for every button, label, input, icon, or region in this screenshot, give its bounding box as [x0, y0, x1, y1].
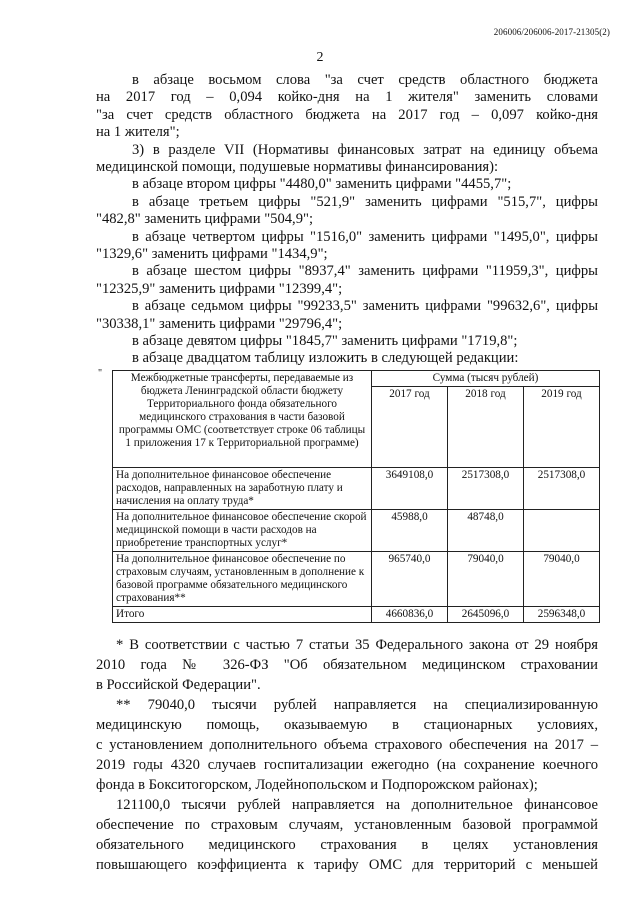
footnote-line: 121100,0 тысячи рублей направляется на дополнительное финансовое — [116, 797, 598, 813]
page-number: 2 — [316, 50, 324, 65]
footnote-line: с установлением дополнительного объема страхового обеспечения на 2017 – — [96, 737, 598, 753]
footnote-line: обязательного медицинского страхования в целях установления — [96, 837, 598, 853]
footnote-line: обеспечение по страховым случаям, установленным базовой программой — [96, 817, 598, 833]
table-header-main: Межбюджетные трансферты, передаваемые из бюджета Ленинградской области бюджету Территориального фонда обязательного медицинского страхования в части базовой программы ОМС (соответствует строке 06 таблицы 1 приложения 17 к Территориальной программе) — [113, 371, 372, 468]
body-line: в абзаце третьем цифры "521,9" заменить цифрами "515,7", цифры — [132, 193, 598, 210]
row-value: 2645096,0 — [448, 607, 524, 623]
table-header-sum: Сумма (тысяч рублей) — [372, 371, 600, 387]
body-line: медицинской помощи, подушевые нормативы финансирования): — [96, 159, 499, 175]
table-header-year: 2017 год — [372, 387, 448, 468]
row-value: 3649108,0 — [372, 468, 448, 510]
body-line: "30338,1" заменить цифрами "29796,4"; — [96, 315, 343, 332]
row-value: 79040,0 — [448, 552, 524, 607]
body-line: "482,8" заменить цифрами "504,9"; — [96, 211, 314, 228]
row-label: На дополнительное финансовое обеспечение скорой медицинской помощи в части расходов на приобретение транспортных услуг* — [113, 510, 372, 552]
footnote-line: в Российской Федерации". — [96, 677, 261, 693]
row-value: 48748,0 — [448, 510, 524, 552]
body-line: "12325,9" заменить цифрами "12399,4"; — [96, 280, 343, 297]
row-value: 4660836,0 — [372, 607, 448, 623]
body-line: на 1 жителя"; — [96, 124, 180, 141]
table-total-row — [113, 607, 600, 623]
footnote-line: ** 79040,0 тысячи рублей направляется на специализированную — [116, 697, 598, 713]
footnote-line: повышающего коэффициента к тарифу ОМС для территорий с меньшей — [96, 857, 598, 873]
body-line: в абзаце седьмом цифры "99233,5" заменить цифрами "99632,6", цифры — [132, 298, 598, 315]
table-header-year: 2019 год — [524, 387, 600, 468]
footnote-line: медицинскую помощь, оказываемую в стационарных условиях, — [96, 717, 598, 733]
table-header-year: 2018 год — [448, 387, 524, 468]
row-label: На дополнительное финансовое обеспечение по страховым случаям, установленным в дополнение к базовой программе обязательного медицинского страхования** — [113, 552, 372, 607]
transfers-table — [112, 370, 600, 623]
body-line: в абзаце девятом цифры "1845,7" заменить цифрами "1719,8"; — [132, 333, 518, 349]
footnote-line: 2010 года № 326-ФЗ "Об обязательном медицинском страховании — [96, 657, 598, 673]
body-line: "1329,6" заменить цифрами "1434,9"; — [96, 246, 328, 262]
footnote-line: * В соответствии с частью 7 статьи 35 Федерального закона от 29 ноября — [116, 637, 598, 653]
body-line: "за счет средств областного бюджета на 2017 год – 0,097 койко-дня — [96, 106, 598, 123]
row-value: 2517308,0 — [448, 468, 524, 510]
row-label: Итого — [113, 607, 372, 623]
table-row — [113, 510, 600, 552]
body-line: в абзаце четвертом цифры "1516,0" заменить цифрами "1495,0", цифры — [132, 228, 598, 245]
table-open-quote: " — [98, 368, 103, 379]
body-line: в абзаце восьмом слова "за счет средств областного бюджета — [132, 72, 598, 88]
row-value: 965740,0 — [372, 552, 448, 607]
table-row — [113, 468, 600, 510]
row-value: 2517308,0 — [524, 468, 600, 510]
body-line: 3) в разделе VII (Нормативы финансовых затрат на единицу объема — [132, 141, 598, 158]
row-value: 79040,0 — [524, 552, 600, 607]
row-value: 45988,0 — [372, 510, 448, 552]
row-value — [524, 510, 600, 552]
table-row — [113, 552, 600, 607]
body-line: в абзаце шестом цифры "8937,4" заменить цифрами "11959,3", цифры — [132, 263, 598, 280]
footnote-line: 2019 годы 4320 случаев госпитализации ежегодно (на сохранение коечного — [96, 757, 598, 773]
document-id: 206006/206006-2017-21305(2) — [493, 27, 610, 37]
body-line: в абзаце втором цифры "4480,0" заменить цифрами "4455,7"; — [132, 176, 512, 193]
footnote-line: фонда в Бокситогорском, Лодейнопольском и Подпорожском районах); — [96, 777, 538, 793]
body-line: на 2017 год – 0,094 койко-дня на 1 жителя" заменить словами — [96, 89, 598, 106]
body-line: в абзаце двадцатом таблицу изложить в следующей редакции: — [132, 350, 519, 367]
row-value: 2596348,0 — [524, 607, 600, 623]
row-label: На дополнительное финансовое обеспечение расходов, направленных на заработную плату и начисления на оплату труда* — [113, 468, 372, 510]
